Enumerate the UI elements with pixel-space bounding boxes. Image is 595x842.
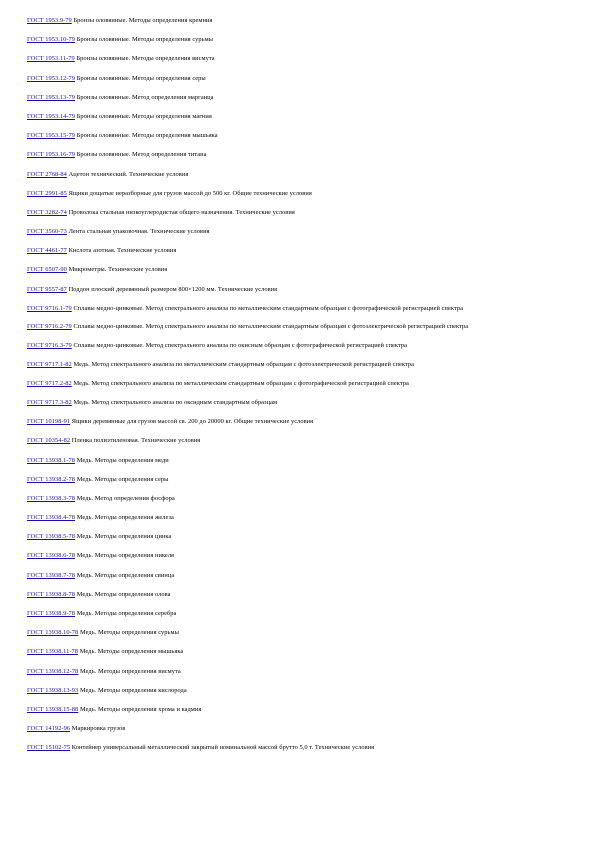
gost-link[interactable]: ГОСТ 13938.4-78	[27, 514, 76, 522]
standard-title: Кислота азотная. Технические условия	[68, 247, 177, 255]
list-item	[27, 571, 572, 581]
list-item	[27, 494, 572, 504]
gost-link[interactable]: ГОСТ 13938.1-78	[27, 456, 76, 464]
standard-title: Бронзы оловянные. Методы определения кремния	[73, 17, 213, 24]
gost-link[interactable]: ГОСТ 4461-77	[27, 247, 67, 255]
gost-link[interactable]: ГОСТ 13938.6-78	[27, 552, 76, 560]
standard-title: Медь. Методы определения олова	[76, 590, 171, 598]
gost-link[interactable]: ГОСТ 2991-85	[27, 189, 67, 197]
standard-title: Медь. Метод спектрального анализа по оксидным стандартным образцам	[73, 398, 278, 406]
gost-link[interactable]: ГОСТ 2768-84	[27, 170, 67, 178]
list-item	[27, 456, 572, 466]
gost-link[interactable]: ГОСТ 13938.13-93	[27, 686, 79, 694]
list-item	[27, 532, 572, 542]
standard-title: Медь. Методы определения меди	[76, 456, 169, 464]
gost-link[interactable]: ГОСТ 13938.3-78	[27, 494, 76, 502]
list-item	[27, 35, 572, 45]
gost-link[interactable]: ГОСТ 9717.1-82	[27, 361, 72, 369]
standard-title: Медь. Методы определения железа	[76, 514, 174, 522]
standard-title: Медь. Методы определения кислорода	[79, 686, 187, 694]
list-item	[27, 131, 572, 141]
standard-title: Бронзы оловянные. Методы определения сурьмы	[76, 36, 214, 44]
standard-title: Медь. Методы определения хрома и кадмия	[79, 705, 202, 713]
list-item	[27, 150, 572, 160]
gost-link[interactable]: ГОСТ 13938.12-78	[27, 667, 79, 675]
gost-link[interactable]: ГОСТ 1953.14-79	[27, 112, 76, 120]
gost-link[interactable]: ГОСТ 1953.16-79	[27, 151, 76, 159]
list-item	[27, 743, 572, 753]
gost-link[interactable]: ГОСТ 1953.15-79	[27, 132, 76, 140]
gost-reference-list	[27, 16, 572, 763]
standard-title: Бронзы оловянные. Метод определения титана	[76, 151, 207, 159]
gost-link[interactable]: ГОСТ 13938.15-88	[27, 705, 79, 713]
list-item	[27, 246, 572, 256]
gost-link[interactable]: ГОСТ 14192-96	[27, 725, 71, 733]
list-item	[27, 16, 572, 26]
standard-title: Бронзы оловянные. Методы определения магния	[76, 112, 212, 120]
standard-title: Медь. Метод спектрального анализа по металлическим стандартным образцам с фотоэлектрической регистрацией спектра	[73, 361, 414, 369]
list-item	[27, 705, 572, 715]
standard-title: Ацетон технический. Технические условия	[68, 170, 189, 178]
list-item	[27, 436, 572, 446]
list-item	[27, 724, 572, 734]
list-item	[27, 74, 572, 84]
list-item	[27, 609, 572, 619]
standard-title: Поддон плоский деревянный размером 800×1200 мм. Технические условия	[68, 285, 278, 293]
list-item	[27, 513, 572, 523]
standard-title: Сплавы медно-цинковые. Метод спектрального анализа по металлическим стандартным образцам с фотографической регистрацией спектра	[73, 304, 463, 312]
list-item	[27, 341, 572, 351]
standard-title: Медь. Методы определения сурьмы	[79, 629, 179, 637]
standard-title: Медь. Методы определения мышьяка	[79, 648, 184, 656]
gost-link[interactable]: ГОСТ 3282-74	[27, 208, 67, 216]
standard-title: Ящики деревянные для грузов массой св. 200 до 20000 кг. Общие технические условия	[71, 418, 314, 426]
gost-link[interactable]: ГОСТ 9717.2-82	[27, 379, 72, 387]
standard-title: Лента стальная упаковочная. Технические условия	[68, 228, 210, 236]
gost-link[interactable]: ГОСТ 1953.12-79	[27, 74, 76, 82]
standard-title: Контейнер универсальный металлический закрытый номинальной массой брутто 5,0 т. Технические условия	[71, 744, 375, 752]
standard-title: Пленка полиэтиленовая. Технические условия	[71, 437, 201, 445]
standard-title: Бронзы оловянные. Методы определения висмута	[76, 55, 215, 63]
list-item	[27, 628, 572, 638]
gost-link[interactable]: ГОСТ 15102-75	[27, 744, 71, 752]
list-item	[27, 112, 572, 122]
gost-link[interactable]: ГОСТ 9716.2-79	[27, 323, 72, 331]
gost-link[interactable]: ГОСТ 13938.7-78	[27, 571, 76, 579]
gost-link[interactable]: ГОСТ 13938.9-78	[27, 610, 76, 618]
gost-link[interactable]: ГОСТ 6507-90	[27, 266, 67, 274]
standard-title: Медь. Метод определения фосфора	[76, 494, 175, 502]
list-item	[27, 285, 572, 295]
gost-link[interactable]: ГОСТ 9717.3-82	[27, 398, 72, 406]
standard-title: Медь. Методы определения серы	[76, 475, 169, 483]
list-item	[27, 227, 572, 237]
standard-title: Бронзы оловянные. Методы определения мышьяка	[76, 132, 218, 140]
gost-link[interactable]: ГОСТ 1953.10-79	[27, 36, 76, 44]
gost-link[interactable]: ГОСТ 13938.11-78	[27, 648, 79, 656]
list-item	[27, 189, 572, 199]
standard-title: Медь. Методы определения висмута	[79, 667, 181, 675]
standard-title: Медь. Методы определения никеля	[76, 552, 175, 560]
standard-title: Медь. Методы определения свинца	[76, 571, 175, 579]
standard-title: Сплавы медно-цинковые. Метод спектрального анализа по окисным образцам с фотографической регистрацией спектра	[73, 342, 408, 349]
standard-title: Бронзы оловянные. Метод определения марганца	[76, 93, 214, 101]
list-item	[27, 686, 572, 696]
gost-link[interactable]: ГОСТ 9557-87	[27, 285, 67, 293]
standard-title: Медь. Методы определения серебра	[76, 610, 177, 618]
standard-title: Сплавы медно-цинковые. Метод спектрального анализа по металлическим стандартным образцам с фотоэлектрической регистрацией спектра	[73, 323, 469, 331]
gost-link[interactable]: ГОСТ 1953.9-79	[27, 17, 72, 24]
gost-link[interactable]: ГОСТ 13938.5-78	[27, 533, 76, 541]
list-item	[27, 417, 572, 427]
list-item	[27, 93, 572, 103]
standard-title: Бронзы оловянные. Методы определения серы	[76, 74, 206, 82]
list-item	[27, 208, 572, 218]
standard-title: Маркировка грузов	[71, 725, 126, 733]
list-item	[27, 54, 572, 64]
gost-link[interactable]: ГОСТ 9716.3-79	[27, 342, 72, 349]
list-item	[27, 379, 572, 389]
list-item	[27, 360, 572, 370]
gost-link[interactable]: ГОСТ 13938.2-78	[27, 475, 76, 483]
gost-link[interactable]: ГОСТ 9716.1-79	[27, 304, 72, 312]
gost-link[interactable]: ГОСТ 10354-82	[27, 437, 71, 445]
list-item	[27, 590, 572, 600]
gost-link[interactable]: ГОСТ 13938.8-78	[27, 590, 76, 598]
list-item	[27, 304, 572, 314]
list-item	[27, 475, 572, 485]
list-item	[27, 647, 572, 657]
list-item	[27, 667, 572, 677]
standard-title: Медь. Методы определения цинка	[76, 533, 172, 541]
gost-link[interactable]: ГОСТ 1953.11-79	[27, 55, 75, 63]
list-item	[27, 398, 572, 408]
list-item	[27, 551, 572, 561]
list-item	[27, 265, 572, 275]
list-item	[27, 322, 572, 332]
standard-title: Проволока стальная низкоуглеродистая общего назначения. Технические условия	[68, 208, 295, 216]
gost-link[interactable]: ГОСТ 1953.13-79	[27, 93, 76, 101]
standard-title: Микрометры. Технические условия	[68, 266, 168, 274]
gost-link[interactable]: ГОСТ 13938.10-78	[27, 629, 79, 637]
gost-link[interactable]: ГОСТ 10198-91	[27, 418, 71, 426]
standard-title: Ящики дощатые неразборные для грузов массой до 500 кг. Общие технические условия	[68, 189, 312, 197]
gost-link[interactable]: ГОСТ 3560-73	[27, 228, 67, 236]
list-item	[27, 170, 572, 180]
standard-title: Медь. Метод спектрального анализа по металлическим стандартным образцам с фотографической регистрацией спектра	[73, 379, 409, 387]
